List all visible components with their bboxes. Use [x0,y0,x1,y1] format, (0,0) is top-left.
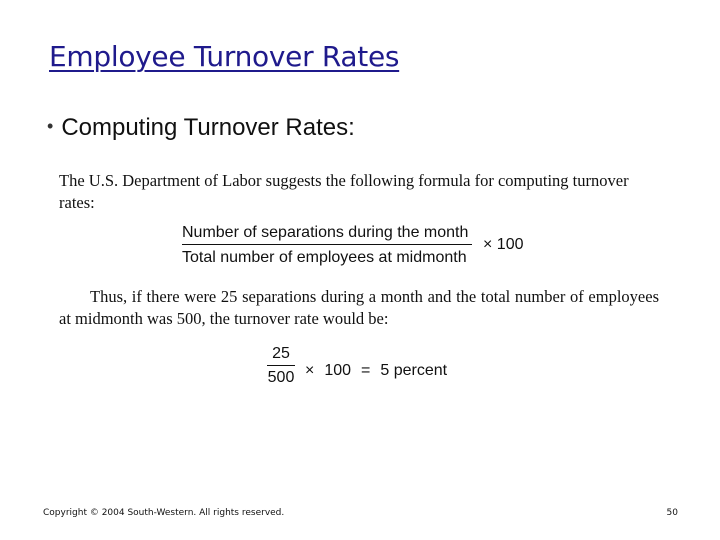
formula-numerator: Number of separations during the month [182,224,469,241]
formula-denominator: Total number of employees at midmonth [182,249,467,266]
fraction-bar [182,244,472,245]
fraction-bar [267,365,295,366]
slide-title: Employee Turnover Rates [49,40,400,73]
example-numerator: 25 [272,345,290,362]
example-calculation [305,362,457,380]
copyright-notice: Copyright © 2004 South-Western. All rights reserved. [43,508,285,518]
example-result: 5 percent [380,362,448,379]
turnover-formula [182,222,474,269]
example-paragraph: Thus, if there were 25 separations during a month and the total number of employees at midmonth was 500, the turnover rate would be: [59,287,659,328]
bullet-marker: • [47,116,54,136]
bullet-text: Computing Turnover Rates: [61,114,355,141]
times-sign: × [305,362,315,379]
formula-intro-paragraph: The U.S. Department of Labor suggests the following formula for computing turnover rates: [59,171,629,212]
equals-sign: = [361,362,371,379]
page-number: 50 [666,508,678,518]
example-multiplier: 100 [324,362,352,379]
example-denominator: 500 [267,369,295,386]
formula-multiplier: × 100 [483,236,524,253]
bullet-item [47,114,355,142]
example-formula [266,344,296,388]
